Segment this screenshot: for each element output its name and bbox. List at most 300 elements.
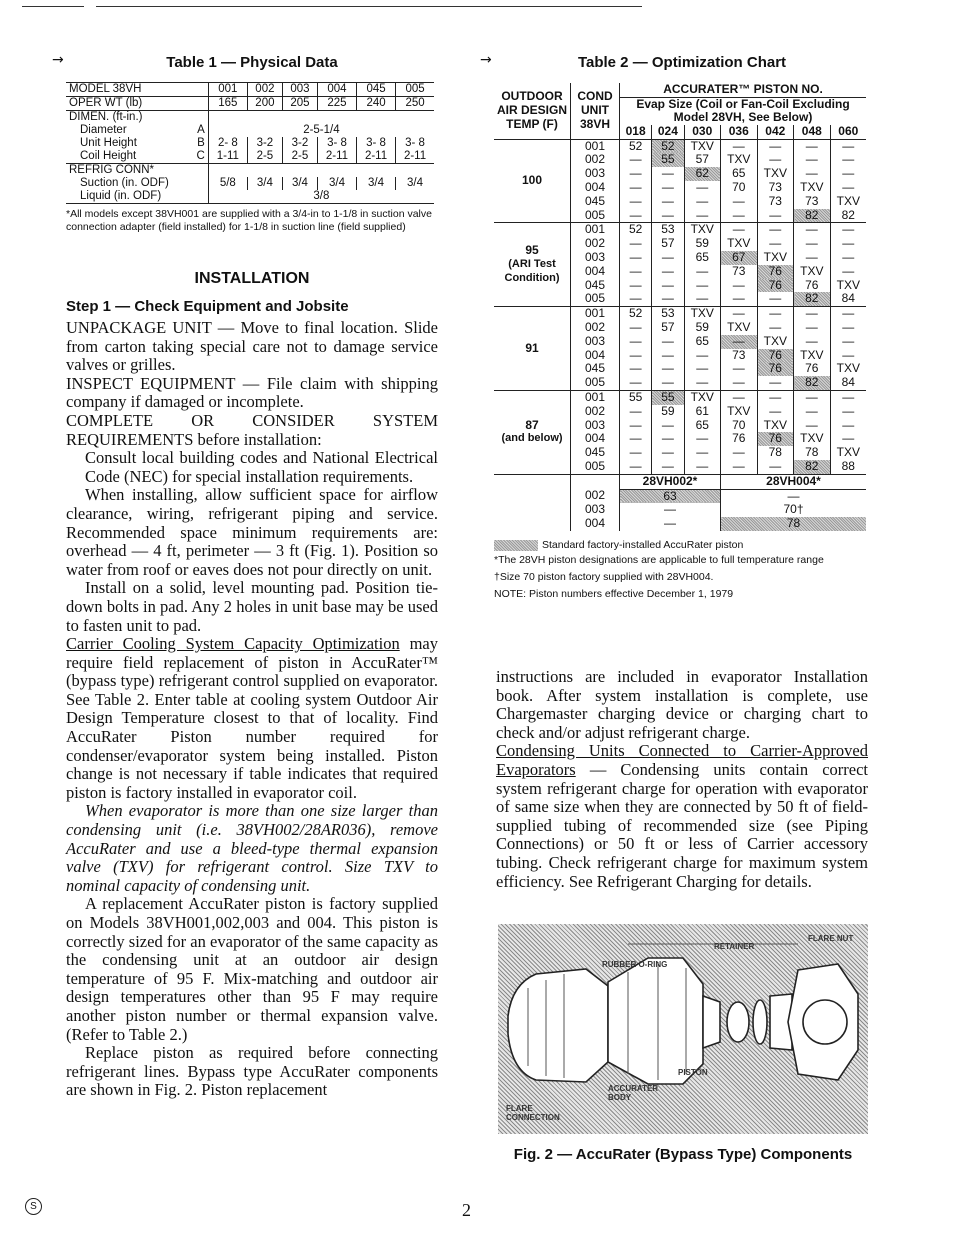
- table2-cell: —: [629, 403, 642, 418]
- table2-cell: —: [757, 307, 794, 321]
- table2-cell: —: [652, 446, 684, 460]
- table2-title: Table 2 — Optimization Chart: [577, 54, 787, 71]
- table1-cell: MODEL 38VH: [66, 83, 208, 97]
- table2-cell: 59: [684, 321, 721, 335]
- table2-col1-header: OUTDOOR AIR DESIGN TEMP (F): [494, 83, 571, 139]
- right-text: [496, 668, 868, 891]
- table2-cell: —: [721, 307, 758, 321]
- table1-cell: 2-11: [317, 150, 356, 164]
- table2-cell: —: [721, 223, 758, 237]
- table2-unit: 005: [571, 376, 620, 390]
- table2-note3: NOTE: Piston numbers effective December 1, 1979: [494, 587, 734, 600]
- table2-cell: TXV: [794, 432, 831, 446]
- piston-shape: [727, 1002, 749, 1042]
- table2-cell: —: [794, 335, 831, 349]
- table2-unit: 045: [571, 446, 620, 460]
- table2-cell: 84: [830, 376, 866, 390]
- table2-cell: —: [794, 139, 831, 153]
- table1-cell: 001: [208, 83, 247, 97]
- table2-cell: —: [721, 460, 758, 474]
- flare-connection-shape: [508, 969, 608, 1082]
- table1-cell: 240: [357, 97, 396, 111]
- table2-row: [494, 139, 866, 153]
- table1: [66, 82, 434, 204]
- table2-unit: 045: [571, 195, 620, 209]
- table2-unit: 045: [571, 362, 620, 376]
- table2-cell: 76: [721, 432, 758, 446]
- table2-cell: —: [721, 362, 758, 376]
- table2-row: [494, 390, 866, 404]
- arrow-icon: →: [480, 52, 492, 68]
- table2-cell: TXV: [684, 139, 721, 153]
- table2-unit: 003: [571, 503, 620, 517]
- table2-cell: 52: [620, 307, 652, 321]
- table2-unit: 001: [571, 307, 620, 321]
- table2-cell: —: [757, 292, 794, 306]
- table2-cell: —: [721, 489, 866, 503]
- table2-cell: 59: [652, 405, 684, 419]
- table2-cell: 82: [830, 209, 866, 223]
- table2-cell: —: [629, 431, 642, 446]
- table2-cell: —: [794, 405, 831, 419]
- table2-cell: 57: [652, 237, 684, 251]
- table2-cell: —: [830, 223, 866, 237]
- table2-temp: 87: [525, 417, 539, 432]
- table2-cell: —: [757, 376, 794, 390]
- table1-cell: 3- 8: [396, 137, 434, 150]
- table2-temp-cell: [494, 139, 571, 223]
- table1-cell: 2-5: [247, 150, 282, 164]
- table2-cell: —: [757, 237, 794, 251]
- table2-cell: TXV: [830, 279, 866, 293]
- table2-cell: TXV: [721, 321, 758, 335]
- table2-cell: —: [794, 223, 831, 237]
- table2-cell: —: [830, 251, 866, 265]
- paragraph: — Move to final location. Slide from carton taking special care not to damage service valves or grilles.: [66, 318, 438, 375]
- table2-cell: —: [664, 502, 676, 517]
- unpackage-lead: UNPACKAGE UNIT: [66, 318, 212, 337]
- paragraph: — Condensing units contain correct system refrigerant charge for operation with evaporator of same size when they are connected by 50 ft of field-supplied tubing of recommended size (see Piping Connections) or 50 ft or less of Carrier accessory tubing. Check refrigerant charge for maximum system efficiency. See Refrigerant Charging for details.: [496, 759, 868, 891]
- table2-cell: 76: [794, 362, 831, 376]
- table2-cell: —: [652, 251, 684, 265]
- table2-cell: —: [757, 153, 794, 167]
- table1-cell: Suction (in. ODF): [80, 177, 169, 189]
- table2-unit: 003: [571, 419, 620, 433]
- table2-cell: —: [629, 375, 642, 390]
- table2-cell: —: [757, 405, 794, 419]
- table2-evap-header: Evap Size (Coil or Fan-Coil Excluding Model 28VH, See Below): [636, 96, 850, 125]
- label-retainer: RETAINER: [714, 942, 755, 951]
- table2-cell: —: [629, 236, 642, 251]
- table2-28vh004-header: 28VH004*: [721, 474, 866, 489]
- table1-cell: 3/4: [247, 177, 282, 190]
- table2-cell: —: [652, 460, 684, 474]
- table2-cell: —: [757, 460, 794, 474]
- table1-cell: 2-11: [396, 150, 434, 164]
- table2-unit: 004: [571, 265, 620, 279]
- table1-cell: 3/4: [282, 177, 317, 190]
- table1-cell: 2-5: [282, 150, 317, 164]
- table2-cell: 76: [757, 349, 794, 363]
- table2-cell: 82: [794, 292, 831, 306]
- table2-unit: 045: [571, 279, 620, 293]
- table2-cell: —: [629, 319, 642, 334]
- table1-row: [66, 164, 434, 178]
- table2-28vh-header-row: [494, 474, 866, 489]
- table2-unit: 005: [571, 460, 620, 474]
- table2-cell: 88: [830, 460, 866, 474]
- table2-temp: 95: [525, 243, 539, 258]
- table2-cell: 55: [652, 390, 684, 404]
- table2-cell: —: [830, 153, 866, 167]
- paragraph: Install on a solid, level mounting pad. Position tie-down bolts in pad. Any 2 holes in unit base may be used to fasten unit to pad.: [66, 578, 438, 635]
- table2-col2-header: COND UNIT 38VH: [571, 83, 620, 139]
- table2-cell: —: [757, 209, 794, 223]
- table2-cell: —: [684, 432, 721, 446]
- table2-cell: —: [652, 292, 684, 306]
- table2-cell: TXV: [830, 195, 866, 209]
- table1-cell: B: [197, 137, 205, 149]
- table2-cell: 82: [794, 460, 831, 474]
- body-nose-shape: [703, 996, 720, 1048]
- table2-cell: —: [629, 207, 642, 222]
- table2-cell: —: [652, 279, 684, 293]
- table2-cell: 78: [757, 446, 794, 460]
- table2-cell: —: [830, 307, 866, 321]
- table1-title: Table 1 — Physical Data: [166, 54, 338, 71]
- table2-temp-cell: [494, 390, 571, 474]
- table2-cell: 52: [652, 139, 684, 153]
- table2-cell: —: [629, 361, 642, 376]
- table2-unit: 004: [571, 517, 620, 531]
- table1-cell: 225: [317, 97, 356, 111]
- table2-cell: 62: [684, 167, 721, 181]
- paragraph: may require field replacement of piston in AccuRater™ (bypass type) refrigerant control supplied on evaporator. See Table 2. Enter table at cooling system Outdoor Air Design Temperature closest to that of locality. Find AccuRater Piston number required for condenser/evaporator system being installed. Piston change is not necessary if table indicates that required piston is factory installed in evaporator coil.: [66, 634, 438, 802]
- label-flare-connection: FLARE CONNECTION: [506, 1104, 560, 1122]
- label-rubber-oring: RUBBER O-RING: [602, 960, 668, 969]
- table2-size-header: 030: [684, 125, 721, 139]
- table2-unit: 001: [571, 390, 620, 404]
- legend-swatch: [494, 540, 538, 551]
- table2-temp: 100: [521, 173, 543, 188]
- table2-cell: —: [830, 390, 866, 404]
- table1-row: [66, 137, 434, 150]
- table2-cell: —: [721, 195, 758, 209]
- table2-cell: —: [830, 167, 866, 181]
- table2-cell: 52: [620, 223, 652, 237]
- table1-cell: 205: [282, 97, 317, 111]
- table2-cell: 65: [684, 335, 721, 349]
- table1-cell: 3-2: [282, 137, 317, 150]
- table2-cell: —: [794, 167, 831, 181]
- table1-row: [66, 97, 434, 111]
- table2-unit: 002: [571, 237, 620, 251]
- inspect-lead: INSPECT EQUIPMENT: [66, 373, 236, 393]
- table2-temp: 91: [525, 340, 539, 355]
- table1-cell: Coil Height: [66, 150, 185, 164]
- table2-cell: 59: [684, 237, 721, 251]
- accurater-body-shape: [608, 958, 703, 1084]
- table2-cell: —: [629, 263, 642, 278]
- table2-cell: —: [629, 333, 642, 348]
- table2-cell: —: [830, 139, 866, 153]
- table2-cell: 76: [757, 432, 794, 446]
- table2-cell: 82: [794, 376, 831, 390]
- paragraph: instructions are included in evaporator Installation book. After system installation is complete, use Chargemaster charging device or charging chart to check and/or adjust refrigerant charge.: [496, 667, 868, 742]
- table2-temp-sub: (ARI Test Condition): [504, 257, 560, 284]
- paragraph: before installation:: [193, 429, 322, 449]
- table2-cell: —: [721, 139, 758, 153]
- fig2-accurater-diagram: [498, 924, 868, 1134]
- table1-cell: Liquid (in. ODF): [66, 190, 208, 204]
- table1-cell: 3- 8: [357, 137, 396, 150]
- table2-cell: —: [652, 265, 684, 279]
- table1-cell: C: [185, 150, 209, 164]
- table1-cell: 1-11: [208, 150, 247, 164]
- table2-cell: TXV: [684, 307, 721, 321]
- table2-cell: 76: [757, 362, 794, 376]
- publisher-emblem: S: [25, 1198, 42, 1215]
- table1-footnote: *All models except 38VH001 are supplied with a 3/4-in to 1-1/8 in suction valve connection adapter (field installed) for 1-1/8 in suction line (field supplied): [66, 208, 432, 233]
- table2-unit: 004: [571, 181, 620, 195]
- table2-cell: —: [794, 251, 831, 265]
- legend-text: Standard factory-installed AccuRater piston: [542, 538, 744, 551]
- table2-cell: TXV: [794, 265, 831, 279]
- table2-cell: 53: [652, 223, 684, 237]
- table2-temp-cell: [494, 223, 571, 307]
- step1-heading: Step 1 — Check Equipment and Jobsite: [66, 298, 349, 315]
- table1-cell: 2-11: [357, 150, 396, 164]
- table2-cell: 76: [757, 265, 794, 279]
- table2-cell: —: [721, 376, 758, 390]
- condensing-units-link: Condensing Units Connected to Carrier-Approved Evaporators: [496, 741, 868, 779]
- table2-cell: 52: [628, 138, 643, 153]
- table2-cell: TXV: [757, 167, 794, 181]
- table2-cell: —: [721, 335, 758, 349]
- table2-cell: —: [757, 390, 794, 404]
- table2-unit: 002: [571, 321, 620, 335]
- table2-cell: —: [830, 419, 866, 433]
- table2-size-header: 048: [794, 125, 831, 139]
- table2-cell: 63: [620, 489, 721, 503]
- table2-cell: —: [830, 321, 866, 335]
- table2-cell: —: [684, 460, 721, 474]
- table2-cell: 73: [757, 195, 794, 209]
- table2-size-header: 042: [757, 125, 794, 139]
- table1-cell: 005: [396, 83, 434, 97]
- table2-unit: 003: [571, 251, 620, 265]
- table2-unit: 004: [571, 432, 620, 446]
- table2-cell: TXV: [757, 419, 794, 433]
- table2-cell: —: [794, 237, 831, 251]
- table2-cell: —: [684, 362, 721, 376]
- label-piston: PISTON: [678, 1068, 708, 1077]
- table1-cell: 200: [247, 97, 282, 111]
- table2-cell: —: [684, 181, 721, 195]
- paragraph: — File claim with shipping company if damaged or incomplete.: [66, 373, 438, 412]
- table2-cell: —: [830, 432, 866, 446]
- paragraph: When installing, allow sufficient space for airflow clearance, wiring, refrigerant piping and service. Recommended space minimum requirements are: overhead — 4 ft, perimeter — 3 ft (Fig. 1). Position so water from roof or eaves does not pour directly on unit.: [66, 485, 438, 579]
- table2-cell: —: [830, 335, 866, 349]
- table2-cell: —: [684, 376, 721, 390]
- table1-cell: 3/4: [396, 177, 434, 190]
- table2-cell: 73: [757, 181, 794, 195]
- table1-cell: 3/4: [357, 177, 396, 190]
- accurater-illustration: [498, 924, 868, 1134]
- table2-unit: 001: [571, 223, 620, 237]
- table2-cell: —: [652, 349, 684, 363]
- table2-cell: —: [652, 432, 684, 446]
- table1-cell: 3-2: [247, 137, 282, 150]
- table2-cell: 61: [684, 405, 721, 419]
- table2-cell: 84: [830, 292, 866, 306]
- table2-cell: TXV: [757, 335, 794, 349]
- table1-cell: 004: [317, 83, 356, 97]
- table2-cell: —: [652, 167, 684, 181]
- table2-body: [494, 139, 866, 531]
- table2-cell: —: [684, 279, 721, 293]
- table2-unit: 001: [571, 139, 620, 153]
- label-flare-nut: FLARE NUT: [808, 934, 854, 943]
- table2-cell: TXV: [830, 446, 866, 460]
- table2-cell: TXV: [830, 362, 866, 376]
- table2-cell: 70†: [721, 503, 866, 517]
- table2-cell: TXV: [794, 349, 831, 363]
- table2-cell: 73: [721, 349, 758, 363]
- table2-unit: 003: [571, 167, 620, 181]
- table2-cell: —: [664, 516, 676, 531]
- table2-cell: —: [629, 291, 642, 306]
- left-column: [66, 54, 438, 1100]
- table2-cell: 73: [794, 195, 831, 209]
- table1-cell: 2-5-1/4: [208, 124, 434, 137]
- table2-cell: —: [830, 265, 866, 279]
- table2-cell: —: [629, 152, 642, 167]
- table2-unit: 002: [571, 153, 620, 167]
- table2-cell: —: [652, 376, 684, 390]
- paragraph-italic: When evaporator is more than one size larger than condensing unit (i.e. 38VH002/28AR036), remove AccuRater and use a bleed-type thermal expansion valve (TXV) for refrigerant control. Size TXV to nominal capacity of condensing unit.: [66, 801, 438, 895]
- table2-cell: —: [652, 181, 684, 195]
- rubber-oring-shape: [753, 1000, 767, 1044]
- table2-cell: TXV: [684, 390, 721, 404]
- table1-cell: REFRIG CONN*: [69, 164, 154, 176]
- table1-cell: A: [197, 124, 205, 136]
- table2-temp-cell: [494, 307, 571, 391]
- table2-cell: —: [629, 166, 642, 181]
- optimization-link: Carrier Cooling System Capacity Optimization: [66, 634, 400, 654]
- table2-cell: —: [629, 445, 642, 460]
- table2-cell: 65: [721, 167, 758, 181]
- complete-lead: COMPLETE OR CONSIDER SYSTEM REQUIREMENTS: [66, 410, 438, 449]
- table1-cell: Diameter: [80, 124, 127, 136]
- table2-cell: TXV: [794, 181, 831, 195]
- table1-row: [66, 111, 434, 125]
- label-accurater-body: ACCURATER BODY: [608, 1084, 659, 1102]
- table2-cell: TXV: [721, 237, 758, 251]
- table2-cell: 57: [684, 153, 721, 167]
- table1-cell: Unit Height: [80, 137, 137, 149]
- table1-cell: 3- 8: [317, 137, 356, 150]
- table2-cell: —: [721, 279, 758, 293]
- table2-cell: 55: [652, 153, 684, 167]
- table2: [494, 83, 866, 531]
- table2-unit: 004: [571, 349, 620, 363]
- table1-row: [66, 150, 434, 164]
- table2-cell: 78: [721, 517, 866, 531]
- table1-cell: 002: [247, 83, 282, 97]
- table2-cell: TXV: [721, 405, 758, 419]
- table2-cell: —: [794, 419, 831, 433]
- table2-cell: —: [629, 417, 642, 432]
- table2-28vh002-header: 28VH002*: [620, 474, 721, 489]
- table2-cell: 53: [652, 307, 684, 321]
- table1-cell: 003: [282, 83, 317, 97]
- table2-cell: 76: [794, 279, 831, 293]
- table2-cell: —: [757, 139, 794, 153]
- table2-cell: —: [652, 362, 684, 376]
- table2-cell: —: [794, 153, 831, 167]
- table1-row: [66, 190, 434, 204]
- page-number: 2: [462, 1200, 471, 1220]
- fig2-caption: Fig. 2 — AccuRater (Bypass Type) Components: [513, 1146, 853, 1163]
- table1-cell: 2- 8: [208, 137, 247, 150]
- table2-note1: *The 28VH piston designations are applicable to full temperature range: [494, 553, 824, 566]
- table2-cell: 67: [721, 251, 758, 265]
- paragraph: Consult local building codes and National Electrical Code (NEC) for special installation requirements.: [85, 448, 438, 486]
- table2-cell: —: [721, 446, 758, 460]
- table2-row: [494, 223, 866, 237]
- table2-size-header: 036: [721, 125, 758, 139]
- table1-cell: 045: [357, 83, 396, 97]
- installation-heading: INSTALLATION: [194, 270, 310, 287]
- table2-cell: —: [721, 390, 758, 404]
- table2-cell: —: [794, 390, 831, 404]
- table2-size-header: 024: [652, 125, 684, 139]
- table2-unit: 002: [571, 405, 620, 419]
- table2-cell: 73: [721, 265, 758, 279]
- table2-unit: 002: [571, 489, 620, 503]
- flare-nut-bore: [803, 1000, 847, 1044]
- table2-cell: —: [757, 321, 794, 335]
- table2-cell: —: [629, 249, 642, 264]
- table2-temp-sub: (and below): [501, 432, 563, 445]
- table1-cell: 3/4: [317, 177, 356, 190]
- table2-cell: —: [629, 347, 642, 362]
- table2-cell: TXV: [684, 223, 721, 237]
- table1-header-row: [66, 83, 434, 97]
- paragraph: Replace piston as required before connecting refrigerant lines. Bypass type AccuRater components are shown in Fig. 2. Piston replacement: [66, 1043, 438, 1100]
- table1-cell: 5/8: [208, 177, 247, 190]
- table2-cell: —: [794, 307, 831, 321]
- table2-accurater-header: ACCURATER™ PISTON NO.: [620, 83, 867, 97]
- table1-row: [66, 177, 434, 190]
- table2-cell: —: [684, 292, 721, 306]
- table2-cell: 76: [757, 279, 794, 293]
- table2-cell: —: [629, 193, 642, 208]
- table2-cell: —: [684, 195, 721, 209]
- table2-cell: —: [652, 419, 684, 433]
- table2-cell: —: [652, 195, 684, 209]
- table1-row: [66, 124, 434, 137]
- right-column: [494, 54, 870, 601]
- header-rule-left: [22, 6, 84, 7]
- table2-cell: —: [830, 405, 866, 419]
- table2-unit: 003: [571, 335, 620, 349]
- table2-cell: —: [684, 265, 721, 279]
- table2-cell: 65: [684, 251, 721, 265]
- table2-note2: †Size 70 piston factory supplied with 28VH004.: [494, 570, 714, 583]
- table2-unit: 005: [571, 209, 620, 223]
